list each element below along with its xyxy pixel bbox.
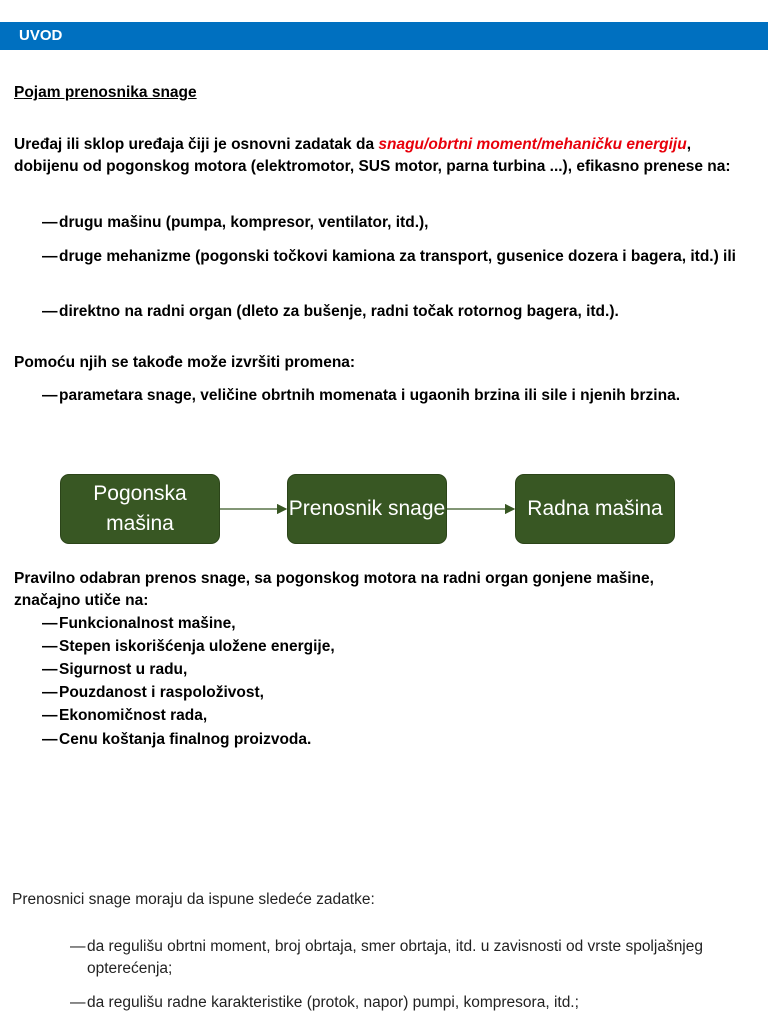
- diagram-box-working-machine: Radna mašina: [515, 474, 675, 544]
- dash-bullet: —: [42, 303, 58, 320]
- diagram-box-power-transmitter: Prenosnik snage: [287, 474, 447, 544]
- list-item-impact-5: — Ekonomičnost rada,: [42, 705, 207, 727]
- list-item-impact-1: — Funkcionalnost mašine,: [42, 613, 236, 635]
- list-item-task-2: — da regulišu radne karakteristike (protok, napor) pumpi, kompresora, itd.;: [70, 992, 750, 1014]
- intro-text-end: , dobijenu od pogonskog motora (elektromotor, SUS motor, parna turbina ...), efikasno prenese na:: [14, 136, 731, 175]
- section-heading: Pojam prenosnika snage: [14, 84, 197, 101]
- dash-bullet: —: [42, 387, 58, 404]
- dash-bullet: —: [42, 248, 58, 265]
- diagram-box-drive-machine: Pogonska mašina: [60, 474, 220, 544]
- impact-paragraph: Pravilno odabran prenos snage, sa pogonskog motora na radni organ gonjene mašine, značajno utiče na:: [14, 570, 654, 609]
- list-item-change-1: — parametara snage, veličine obrtnih momenata i ugaonih brzina ili sile i njenih brzina.: [42, 385, 762, 407]
- intro-highlight: snagu/obrtni moment/mehaničku energiju: [378, 136, 687, 153]
- list-item-impact-2: — Stepen iskorišćenja uložene energije,: [42, 636, 335, 658]
- list-item-target-2: — druge mehanizme (pogonski točkovi kamiona za transport, gusenice dozera i bagera, itd.) ili: [42, 246, 742, 268]
- dash-bullet: —: [70, 938, 86, 955]
- list-item-impact-4: — Pouzdanost i raspoloživost,: [42, 682, 264, 704]
- dash-bullet: —: [42, 615, 58, 632]
- list-item-impact-3: — Sigurnost u radu,: [42, 659, 187, 681]
- list-item-target-1: — drugu mašinu (pumpa, kompresor, ventilator, itd.),: [42, 212, 742, 234]
- intro-text-start: Uređaj ili sklop uređaja čiji je osnovni zadatak da: [14, 136, 379, 153]
- dash-bullet: —: [42, 707, 58, 724]
- dash-bullet: —: [70, 994, 86, 1011]
- list-item-target-3: — direktno na radni organ (dleto za bušenje, radni točak rotornog bagera, itd.).: [42, 301, 742, 323]
- dash-bullet: —: [42, 214, 58, 231]
- dash-bullet: —: [42, 638, 58, 655]
- tasks-paragraph: Prenosnici snage moraju da ispune sledeće zadatke:: [12, 891, 375, 908]
- section-header-title: UVOD: [19, 27, 63, 44]
- list-item-impact-6: — Cenu koštanja finalnog proizvoda.: [42, 729, 311, 751]
- dash-bullet: —: [42, 731, 58, 748]
- dash-bullet: —: [42, 661, 58, 678]
- list-item-task-1: — da regulišu obrtni moment, broj obrtaja, smer obrtaja, itd. u zavisnosti od vrste spoljašnjeg opterećenja;: [70, 938, 703, 977]
- change-paragraph: Pomoću njih se takođe može izvršiti promena:: [14, 354, 356, 371]
- dash-bullet: —: [42, 684, 58, 701]
